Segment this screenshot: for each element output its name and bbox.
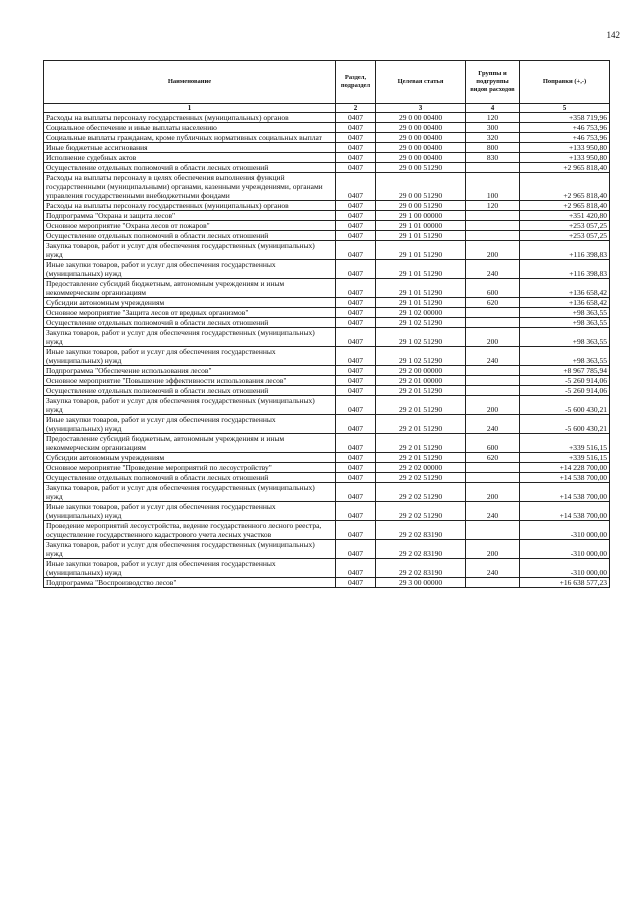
row-group-cell: 200 — [466, 328, 520, 347]
row-article-cell: 29 1 01 51290 — [376, 298, 466, 308]
row-name-cell: Подпрограмма "Охрана и защита лесов" — [44, 211, 336, 221]
row-section-cell: 0407 — [336, 473, 376, 483]
budget-table — [43, 60, 610, 588]
table-row — [44, 113, 610, 123]
row-article-cell: 29 1 00 00000 — [376, 211, 466, 221]
column-number: 4 — [466, 104, 520, 113]
row-amount-cell: +98 363,55 — [520, 328, 610, 347]
table-row — [44, 221, 610, 231]
row-article-cell: 29 0 00 00400 — [376, 153, 466, 163]
row-group-cell: 240 — [466, 347, 520, 366]
row-section-cell: 0407 — [336, 318, 376, 328]
row-amount-cell: -310 000,00 — [520, 521, 610, 540]
row-amount-cell: +16 638 577,23 — [520, 578, 610, 588]
row-group-cell: 240 — [466, 559, 520, 578]
row-article-cell: 29 0 00 00400 — [376, 113, 466, 123]
row-amount-cell: +98 363,55 — [520, 308, 610, 318]
row-group-cell — [466, 521, 520, 540]
row-group-cell — [466, 308, 520, 318]
row-group-cell: 320 — [466, 133, 520, 143]
row-article-cell: 29 2 02 83190 — [376, 559, 466, 578]
table-body — [44, 113, 610, 588]
row-group-cell — [466, 366, 520, 376]
row-article-cell: 29 0 00 00400 — [376, 143, 466, 153]
row-article-cell: 29 0 00 00400 — [376, 133, 466, 143]
row-name-cell: Социальное обеспечение и иные выплаты населению — [44, 123, 336, 133]
row-name-cell: Основное мероприятие "Защита лесов от вредных организмов" — [44, 308, 336, 318]
row-section-cell: 0407 — [336, 201, 376, 211]
row-amount-cell: +8 967 785,94 — [520, 366, 610, 376]
row-group-cell — [466, 163, 520, 173]
row-amount-cell: +14 538 700,00 — [520, 502, 610, 521]
row-name-cell: Предоставление субсидий бюджетным, автономным учреждениям и иным некоммерческим организациям — [44, 279, 336, 298]
row-article-cell: 29 1 02 51290 — [376, 328, 466, 347]
header-name: Наименование — [44, 61, 336, 104]
table-row — [44, 231, 610, 241]
row-name-cell: Закупка товаров, работ и услуг для обеспечения государственных (муниципальных) нужд — [44, 540, 336, 559]
table-row — [44, 463, 610, 473]
row-amount-cell: -5 260 914,06 — [520, 376, 610, 386]
row-group-cell: 830 — [466, 153, 520, 163]
row-article-cell: 29 2 01 51290 — [376, 396, 466, 415]
row-name-cell: Подпрограмма "Воспроизводство лесов" — [44, 578, 336, 588]
row-amount-cell: -310 000,00 — [520, 540, 610, 559]
row-amount-cell: +46 753,96 — [520, 123, 610, 133]
row-article-cell: 29 3 00 00000 — [376, 578, 466, 588]
row-section-cell: 0407 — [336, 123, 376, 133]
row-name-cell: Закупка товаров, работ и услуг для обеспечения государственных (муниципальных) нужд — [44, 396, 336, 415]
row-amount-cell: +2 965 818,40 — [520, 201, 610, 211]
table-row — [44, 298, 610, 308]
row-section-cell: 0407 — [336, 483, 376, 502]
row-group-cell — [466, 231, 520, 241]
row-section-cell: 0407 — [336, 231, 376, 241]
table-row — [44, 502, 610, 521]
row-article-cell: 29 1 02 51290 — [376, 318, 466, 328]
column-number: 5 — [520, 104, 610, 113]
row-group-cell: 240 — [466, 260, 520, 279]
row-section-cell: 0407 — [336, 298, 376, 308]
table-row — [44, 578, 610, 588]
column-number: 1 — [44, 104, 336, 113]
row-amount-cell: +339 516,15 — [520, 453, 610, 463]
row-group-cell — [466, 578, 520, 588]
row-amount-cell: +133 950,80 — [520, 153, 610, 163]
row-section-cell: 0407 — [336, 540, 376, 559]
row-article-cell: 29 1 01 51290 — [376, 260, 466, 279]
row-group-cell: 120 — [466, 113, 520, 123]
row-name-cell: Социальные выплаты гражданам, кроме публичных нормативных социальных выплат — [44, 133, 336, 143]
row-name-cell: Осуществление отдельных полномочий в области лесных отношений — [44, 163, 336, 173]
row-section-cell: 0407 — [336, 396, 376, 415]
row-section-cell: 0407 — [336, 221, 376, 231]
table-row — [44, 386, 610, 396]
row-section-cell: 0407 — [336, 279, 376, 298]
row-article-cell: 29 1 02 00000 — [376, 308, 466, 318]
row-group-cell: 620 — [466, 453, 520, 463]
column-number: 2 — [336, 104, 376, 113]
table-row — [44, 260, 610, 279]
row-group-cell — [466, 318, 520, 328]
row-article-cell: 29 1 01 51290 — [376, 279, 466, 298]
row-name-cell: Закупка товаров, работ и услуг для обеспечения государственных (муниципальных) нужд — [44, 241, 336, 260]
row-group-cell: 200 — [466, 540, 520, 559]
header-section: Раздел, подраздел — [336, 61, 376, 104]
row-group-cell: 600 — [466, 434, 520, 453]
row-group-cell — [466, 376, 520, 386]
row-section-cell: 0407 — [336, 153, 376, 163]
table-row — [44, 279, 610, 298]
row-name-cell: Осуществление отдельных полномочий в области лесных отношений — [44, 473, 336, 483]
row-group-cell: 800 — [466, 143, 520, 153]
table-row — [44, 434, 610, 453]
row-name-cell: Иные закупки товаров, работ и услуг для обеспечения государственных (муниципальных) нужд — [44, 260, 336, 279]
row-amount-cell: +136 658,42 — [520, 279, 610, 298]
row-article-cell: 29 0 00 51290 — [376, 163, 466, 173]
row-group-cell: 200 — [466, 396, 520, 415]
row-amount-cell: +253 057,25 — [520, 231, 610, 241]
row-name-cell: Закупка товаров, работ и услуг для обеспечения государственных (муниципальных) нужд — [44, 483, 336, 502]
row-article-cell: 29 2 02 51290 — [376, 502, 466, 521]
table-row — [44, 415, 610, 434]
row-group-cell: 600 — [466, 279, 520, 298]
row-article-cell: 29 2 02 83190 — [376, 521, 466, 540]
row-section-cell: 0407 — [336, 434, 376, 453]
table-row — [44, 521, 610, 540]
table-row — [44, 328, 610, 347]
table-row — [44, 347, 610, 366]
row-name-cell: Основное мероприятие "Охрана лесов от пожаров" — [44, 221, 336, 231]
row-name-cell: Расходы на выплаты персоналу в целях обеспечения выполнения функций государственными (муниципальными) органами, казенными учреждениями, органами управления государственными внебюджетными фондами — [44, 173, 336, 201]
row-section-cell: 0407 — [336, 133, 376, 143]
table-row — [44, 366, 610, 376]
row-article-cell: 29 2 02 83190 — [376, 540, 466, 559]
row-article-cell: 29 2 01 51290 — [376, 415, 466, 434]
table-row — [44, 453, 610, 463]
row-name-cell: Предоставление субсидий бюджетным, автономным учреждениям и иным некоммерческим организациям — [44, 434, 336, 453]
row-section-cell: 0407 — [336, 328, 376, 347]
row-article-cell: 29 1 02 51290 — [376, 347, 466, 366]
row-group-cell — [466, 386, 520, 396]
column-number-row — [44, 104, 610, 113]
row-group-cell: 300 — [466, 123, 520, 133]
table-row — [44, 318, 610, 328]
row-article-cell: 29 2 01 51290 — [376, 434, 466, 453]
row-group-cell: 200 — [466, 483, 520, 502]
row-article-cell: 29 2 02 00000 — [376, 463, 466, 473]
row-name-cell: Подпрограмма "Обеспечение использования лесов" — [44, 366, 336, 376]
row-article-cell: 29 2 01 00000 — [376, 376, 466, 386]
row-section-cell: 0407 — [336, 386, 376, 396]
row-section-cell: 0407 — [336, 463, 376, 473]
row-article-cell: 29 1 01 51290 — [376, 241, 466, 260]
row-article-cell: 29 2 01 51290 — [376, 453, 466, 463]
row-group-cell — [466, 211, 520, 221]
row-amount-cell: +339 516,15 — [520, 434, 610, 453]
header-article: Целевая статья — [376, 61, 466, 104]
row-group-cell: 120 — [466, 201, 520, 211]
table-row — [44, 163, 610, 173]
row-name-cell: Расходы на выплаты персоналу государственных (муниципальных) органов — [44, 113, 336, 123]
row-section-cell: 0407 — [336, 559, 376, 578]
row-amount-cell: +14 538 700,00 — [520, 483, 610, 502]
row-section-cell: 0407 — [336, 308, 376, 318]
table-row — [44, 201, 610, 211]
row-section-cell: 0407 — [336, 521, 376, 540]
table-row — [44, 376, 610, 386]
row-section-cell: 0407 — [336, 113, 376, 123]
row-amount-cell: +253 057,25 — [520, 221, 610, 231]
row-name-cell: Иные закупки товаров, работ и услуг для обеспечения государственных (муниципальных) нужд — [44, 347, 336, 366]
row-amount-cell: +358 719,96 — [520, 113, 610, 123]
row-article-cell: 29 1 01 00000 — [376, 221, 466, 231]
row-group-cell: 200 — [466, 241, 520, 260]
table-row — [44, 133, 610, 143]
table-row — [44, 123, 610, 133]
row-name-cell: Исполнение судебных актов — [44, 153, 336, 163]
row-section-cell: 0407 — [336, 347, 376, 366]
row-name-cell: Субсидии автономным учреждениям — [44, 298, 336, 308]
row-article-cell: 29 2 01 51290 — [376, 386, 466, 396]
row-article-cell: 29 1 01 51290 — [376, 231, 466, 241]
row-name-cell: Иные закупки товаров, работ и услуг для обеспечения государственных (муниципальных) нужд — [44, 415, 336, 434]
row-amount-cell: +98 363,55 — [520, 347, 610, 366]
row-article-cell: 29 0 00 00400 — [376, 123, 466, 133]
table-row — [44, 396, 610, 415]
row-amount-cell: +14 538 700,00 — [520, 473, 610, 483]
row-section-cell: 0407 — [336, 163, 376, 173]
row-section-cell: 0407 — [336, 260, 376, 279]
row-article-cell: 29 2 02 51290 — [376, 483, 466, 502]
row-amount-cell: +14 228 700,00 — [520, 463, 610, 473]
row-name-cell: Иные закупки товаров, работ и услуг для обеспечения государственных (муниципальных) нужд — [44, 502, 336, 521]
row-name-cell: Расходы на выплаты персоналу государственных (муниципальных) органов — [44, 201, 336, 211]
row-article-cell: 29 2 02 51290 — [376, 473, 466, 483]
row-amount-cell: +98 363,55 — [520, 318, 610, 328]
row-name-cell: Основное мероприятие "Проведение мероприятий по лесоустройству" — [44, 463, 336, 473]
row-article-cell: 29 0 00 51290 — [376, 173, 466, 201]
row-group-cell — [466, 463, 520, 473]
row-amount-cell: +351 420,80 — [520, 211, 610, 221]
row-amount-cell: -310 000,00 — [520, 559, 610, 578]
row-name-cell: Закупка товаров, работ и услуг для обеспечения государственных (муниципальных) нужд — [44, 328, 336, 347]
column-number: 3 — [376, 104, 466, 113]
row-name-cell: Осуществление отдельных полномочий в области лесных отношений — [44, 318, 336, 328]
row-amount-cell: +46 753,96 — [520, 133, 610, 143]
table-row — [44, 540, 610, 559]
table-row — [44, 559, 610, 578]
row-section-cell: 0407 — [336, 453, 376, 463]
table-header-row — [44, 61, 610, 104]
table-row — [44, 143, 610, 153]
row-group-cell: 620 — [466, 298, 520, 308]
row-amount-cell: +2 965 818,40 — [520, 173, 610, 201]
row-amount-cell: +2 965 818,40 — [520, 163, 610, 173]
row-section-cell: 0407 — [336, 241, 376, 260]
table-row — [44, 241, 610, 260]
row-group-cell — [466, 221, 520, 231]
table-row — [44, 308, 610, 318]
row-section-cell: 0407 — [336, 502, 376, 521]
row-amount-cell: +133 950,80 — [520, 143, 610, 153]
row-section-cell: 0407 — [336, 376, 376, 386]
row-name-cell: Иные бюджетные ассигнования — [44, 143, 336, 153]
row-amount-cell: -5 600 430,21 — [520, 415, 610, 434]
row-article-cell: 29 0 00 51290 — [376, 201, 466, 211]
header-amount: Поправки (+,-) — [520, 61, 610, 104]
row-name-cell: Осуществление отдельных полномочий в области лесных отношений — [44, 386, 336, 396]
row-article-cell: 29 2 00 00000 — [376, 366, 466, 376]
table-row — [44, 211, 610, 221]
row-section-cell: 0407 — [336, 578, 376, 588]
row-name-cell: Осуществление отдельных полномочий в области лесных отношений — [44, 231, 336, 241]
row-group-cell: 100 — [466, 173, 520, 201]
row-group-cell: 240 — [466, 502, 520, 521]
table-row — [44, 153, 610, 163]
row-group-cell — [466, 473, 520, 483]
page-number: 142 — [606, 30, 620, 40]
row-name-cell: Иные закупки товаров, работ и услуг для обеспечения государственных (муниципальных) нужд — [44, 559, 336, 578]
row-group-cell: 240 — [466, 415, 520, 434]
row-name-cell: Проведение мероприятий лесоустройства, ведение государственного лесного реестра, осуществление государственного кадастрового учета лесных участков — [44, 521, 336, 540]
row-name-cell: Основное мероприятие "Повышение эффективности использования лесов" — [44, 376, 336, 386]
row-section-cell: 0407 — [336, 366, 376, 376]
row-section-cell: 0407 — [336, 415, 376, 434]
table-row — [44, 173, 610, 201]
row-section-cell: 0407 — [336, 211, 376, 221]
row-amount-cell: +136 658,42 — [520, 298, 610, 308]
row-amount-cell: +116 398,83 — [520, 241, 610, 260]
row-amount-cell: -5 600 430,21 — [520, 396, 610, 415]
table-row — [44, 483, 610, 502]
row-amount-cell: -5 260 914,06 — [520, 386, 610, 396]
row-amount-cell: +116 398,83 — [520, 260, 610, 279]
row-section-cell: 0407 — [336, 173, 376, 201]
row-name-cell: Субсидии автономным учреждениям — [44, 453, 336, 463]
table-row — [44, 473, 610, 483]
row-section-cell: 0407 — [336, 143, 376, 153]
header-group: Группы и подгруппы видов расходов — [466, 61, 520, 104]
